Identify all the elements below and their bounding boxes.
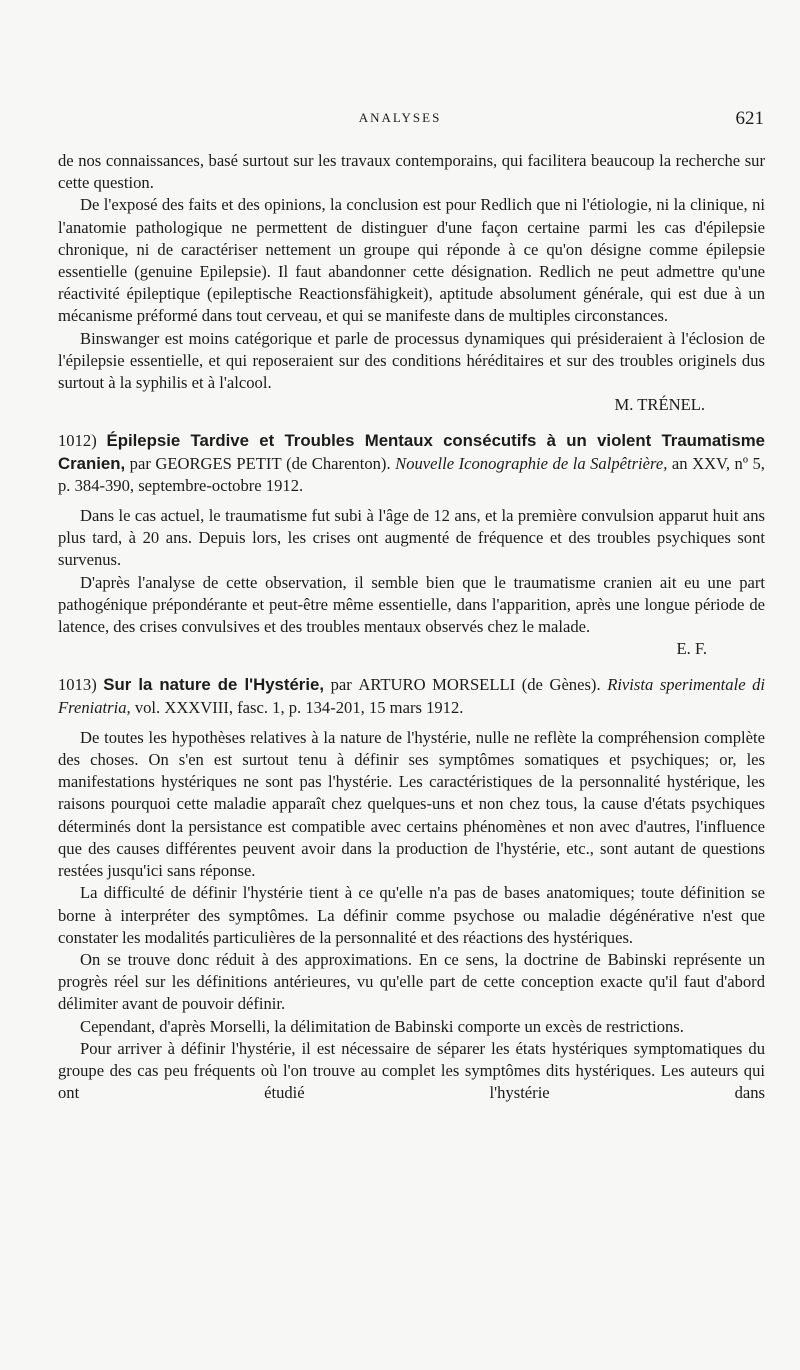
running-title: ANALYSES	[358, 110, 442, 125]
paragraph: Binswanger est moins catégorique et parle de processus dynamiques qui présideraient à l'éclosion de l'épilepsie essentielle, et qui reposeraient sur des conditions héréditaires et sur des troubles originels dus surtout à la syphilis et à l'alcool.	[58, 328, 765, 393]
paragraph: On se trouve donc réduit à des approximations. En ce sens, la doctrine de Babinski représente un progrès réel sur les définitions antérieures, vu qu'elle part de cette conception exacte qu'il faut d'abord délimiter avant de pouvoir définir.	[58, 949, 765, 1014]
entry-body	[58, 727, 765, 1104]
running-head	[0, 108, 800, 138]
paragraph: Pour arriver à définir l'hystérie, il est nécessaire de séparer les états hystériques symptomatiques du groupe des cas peu fréquents où l'on trouve au complet les symptômes dits hystériques. Les auteurs qui ont étudié l'hystérie dans	[58, 1038, 765, 1103]
paragraph: Dans le cas actuel, le traumatisme fut subi à l'âge de 12 ans, et la première convulsion apparut huit ans plus tard, à 20 ans. Depuis lors, les crises ont augmenté de fréquence et des troubles psychiques sont survenus.	[58, 506, 765, 570]
paragraph: La difficulté de définir l'hystérie tient à ce qu'elle n'a pas de bases anatomiques; toute définition se borne à interpréter des symptômes. La définir comme psychose ou maladie dégénérative n'est que constater les modalités particulières de la personnalité et des réactions des hystériques.	[58, 883, 765, 947]
entry-citation: vol. XXXVIII, fasc. 1, p. 134-201, 15 mars 1912.	[134, 697, 464, 717]
review-entry-1012	[58, 430, 765, 660]
paragraph: Cependant, d'après Morselli, la délimitation de Babinski comporte un excès de restrictions.	[80, 1016, 684, 1036]
page-number: 621	[735, 108, 764, 129]
paragraph: D'après l'analyse de cette observation, il semble bien que le traumatisme cranien ait eu une part pathogénique prépondérante et peut-être même essentielle, dans l'apparition, après une longue période de latence, des crises convulsives et des troubles mentaux observés chez le malade.	[58, 572, 765, 637]
review-entry-1013	[58, 674, 765, 1104]
signature-line	[58, 638, 765, 660]
byline-prefix: par	[129, 453, 151, 473]
entry-affiliation: (de Charenton).	[286, 453, 391, 473]
signature-line	[58, 394, 765, 416]
entry-heading	[58, 674, 765, 718]
entry-number: 1013)	[58, 675, 97, 695]
previous-review-continuation	[58, 150, 765, 416]
entry-author: GEORGES PETIT	[155, 453, 282, 473]
page-body	[58, 150, 765, 1104]
reviewer-signature: M. TRÉNEL.	[614, 395, 705, 415]
entry-affiliation: (de Gènes).	[521, 675, 601, 695]
entry-journal: Nouvelle Iconographie de la Salpêtrière,	[395, 453, 668, 473]
reviewer-signature: E. F.	[676, 639, 707, 659]
paragraph: De l'exposé des faits et des opinions, la conclusion est pour Redlich que ni l'étiologie, ni la clinique, ni l'anatomie pathologique ne permettent de distinguer d'une façon certaine parmi les cas d'épilepsie chronique, ni de caractériser nettement un groupe qui réponde à ce qu'on désigne comme épilepsie essentielle (genuine Epilepsie). Il faut abandonner cette désignation. Redlich ne peut admettre qu'une réactivité épileptique (epileptische Reactionsfähigkeit), aptitude absolument générale, qui est due à un mécanisme préformé dans tout cerveau, et qui se manifeste dans de multiples circonstances.	[58, 195, 765, 326]
entry-citation: an XXV, nº 5, p. 384-390, septembre-octobre 1912.	[58, 453, 765, 495]
entry-body	[58, 505, 765, 660]
entry-title: Sur la nature de l'Hystérie,	[103, 675, 324, 695]
entry-author: ARTURO MORSELLI	[358, 675, 516, 695]
paragraph: De toutes les hypothèses relatives à la nature de l'hystérie, nulle ne reflète la compréhension complète des choses. On s'en est surtout tenu à définir ses symptômes somatiques et psychiques; or, les manifestations hystériques ne sont pas l'hystérie. Les caractéristiques de la personnalité hystérique, les raisons pourquoi cette maladie apparaît chez quelques-uns et non chez tous, la cause d'états psychiques déterminés dont la persistance est compatible avec certains phénomènes et non avec d'autres, l'influence que des causes différentes peuvent avoir dans la production de l'hystérie, etc., sont autant de questions restées jusqu'ici sans réponse.	[58, 727, 765, 881]
entry-heading	[58, 430, 765, 497]
entry-title: Épilepsie Tardive et Troubles Mentaux consécutifs à un violent Traumatisme Cranien,	[58, 431, 765, 473]
byline-prefix: par	[330, 675, 352, 695]
entry-journal: Rivista sperimentale di Freniatria,	[58, 675, 766, 717]
paragraph: de nos connaissances, basé surtout sur les travaux contemporains, qui facilitera beaucoup la recherche sur cette question.	[58, 151, 765, 193]
entry-number: 1012)	[58, 431, 97, 451]
